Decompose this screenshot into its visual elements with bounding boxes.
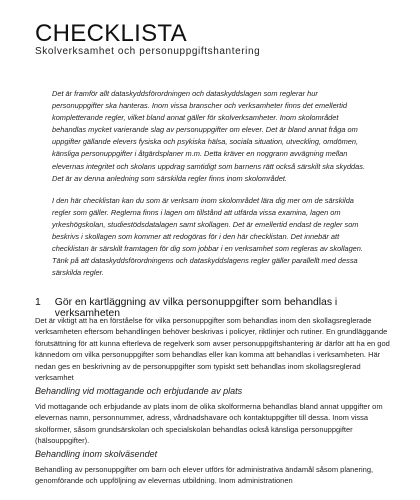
- subsection-body: Vid mottagande och erbjudande av plats inom de olika skolformerna behandlas bland annat uppgifter om elevernas namn, personnummer, adress, vårdnadshavare och kontaktuppgifter till dessa. Inom vissa skolformer, såsom grundsärskolan och specialskolan behandlas också känsliga personuppgifter (hälsouppgifter).: [35, 402, 383, 446]
- section-body: Det är viktigt att ha en förståelse för vilka personuppgifter som behandlas inom den skollagsreglerade verksamheten eftersom behandlingen behöver beskrivas i policyer, riktlinjer och rutiner. En grundläggande förutsättning för att kunna efterleva de regelverk som avser personuppgiftshantering är därför att ha en god kännedom om vilka personuppgifter som behandlas eller kan komma att behandlas i verksamheten. Här nedan ges en beskrivning av de personuppgifter som typiskt sett behandlas inom skollagsreglerad verksamhet: [35, 316, 390, 383]
- intro-paragraph: I den här checklistan kan du som är verksam inom skolområdet lära dig mer om de särskilda regler som gäller. Reglerna finns i lagen om tillstånd att utfärda vissa examina, lagen om yrkeshögskolan, studiestödsdatalagen samt skollagen. Det är emellertid endast de regler som beskrivs i skollagen som kommer att redogöras för i den här checklistan. Det innebär att checklistan är särskilt framtagen för dig som jobbar i en verksamhet som regleras av skollagen. Tänk på att dataskyddsförordningens och dataskyddslagens regler gäller parallellt med dessa särskilda regler.: [52, 195, 363, 278]
- document-subtitle: Skolverksamhet och personuppgiftshantering: [35, 46, 261, 57]
- intro-paragraph: Det är framför allt dataskyddsförordningen och dataskyddslagen som reglerar hur personuppgifter ska hanteras. Inom vissa branscher och verksamheter finns det emellertid kompletterande regler, vilket bland annat gäller för skolverksamheter. Inom skolområdet behandlas mycket varierande slag av personuppgifter om elever. Det är bland annat fråga om uppgifter gällande elevers fysiska och psykiska hälsa, sociala situation, utveckling, omdömen, känsliga personuppgifter i åtgärdsplaner m.m. Detta kräver en noggrann avvägning mellan elevernas integritet och skolans uppdrag samtidigt som barnens rätt också särskilt ska skyddas. Det är av denna anledning som särskilda regler finns inom skolområdet.: [52, 89, 366, 183]
- subsection-heading: Behandling vid mottagande och erbjudande av plats: [35, 386, 243, 396]
- subsection-body: Behandling av personuppgifter om barn och elever utförs för administrativa ändamål såsom planering, genomförande och uppföljning av elevernas utbildning. Inom administrationen: [35, 465, 374, 486]
- section-title: Gör en kartläggning av vilka personuppgifter som behandlas i verksamheten: [54, 297, 338, 319]
- section-number: 1: [35, 297, 41, 308]
- subsection-heading: Behandling inom skolväsendet: [35, 449, 158, 459]
- document-title: CHECKLISTA: [35, 20, 187, 47]
- intro-text: [52, 88, 370, 289]
